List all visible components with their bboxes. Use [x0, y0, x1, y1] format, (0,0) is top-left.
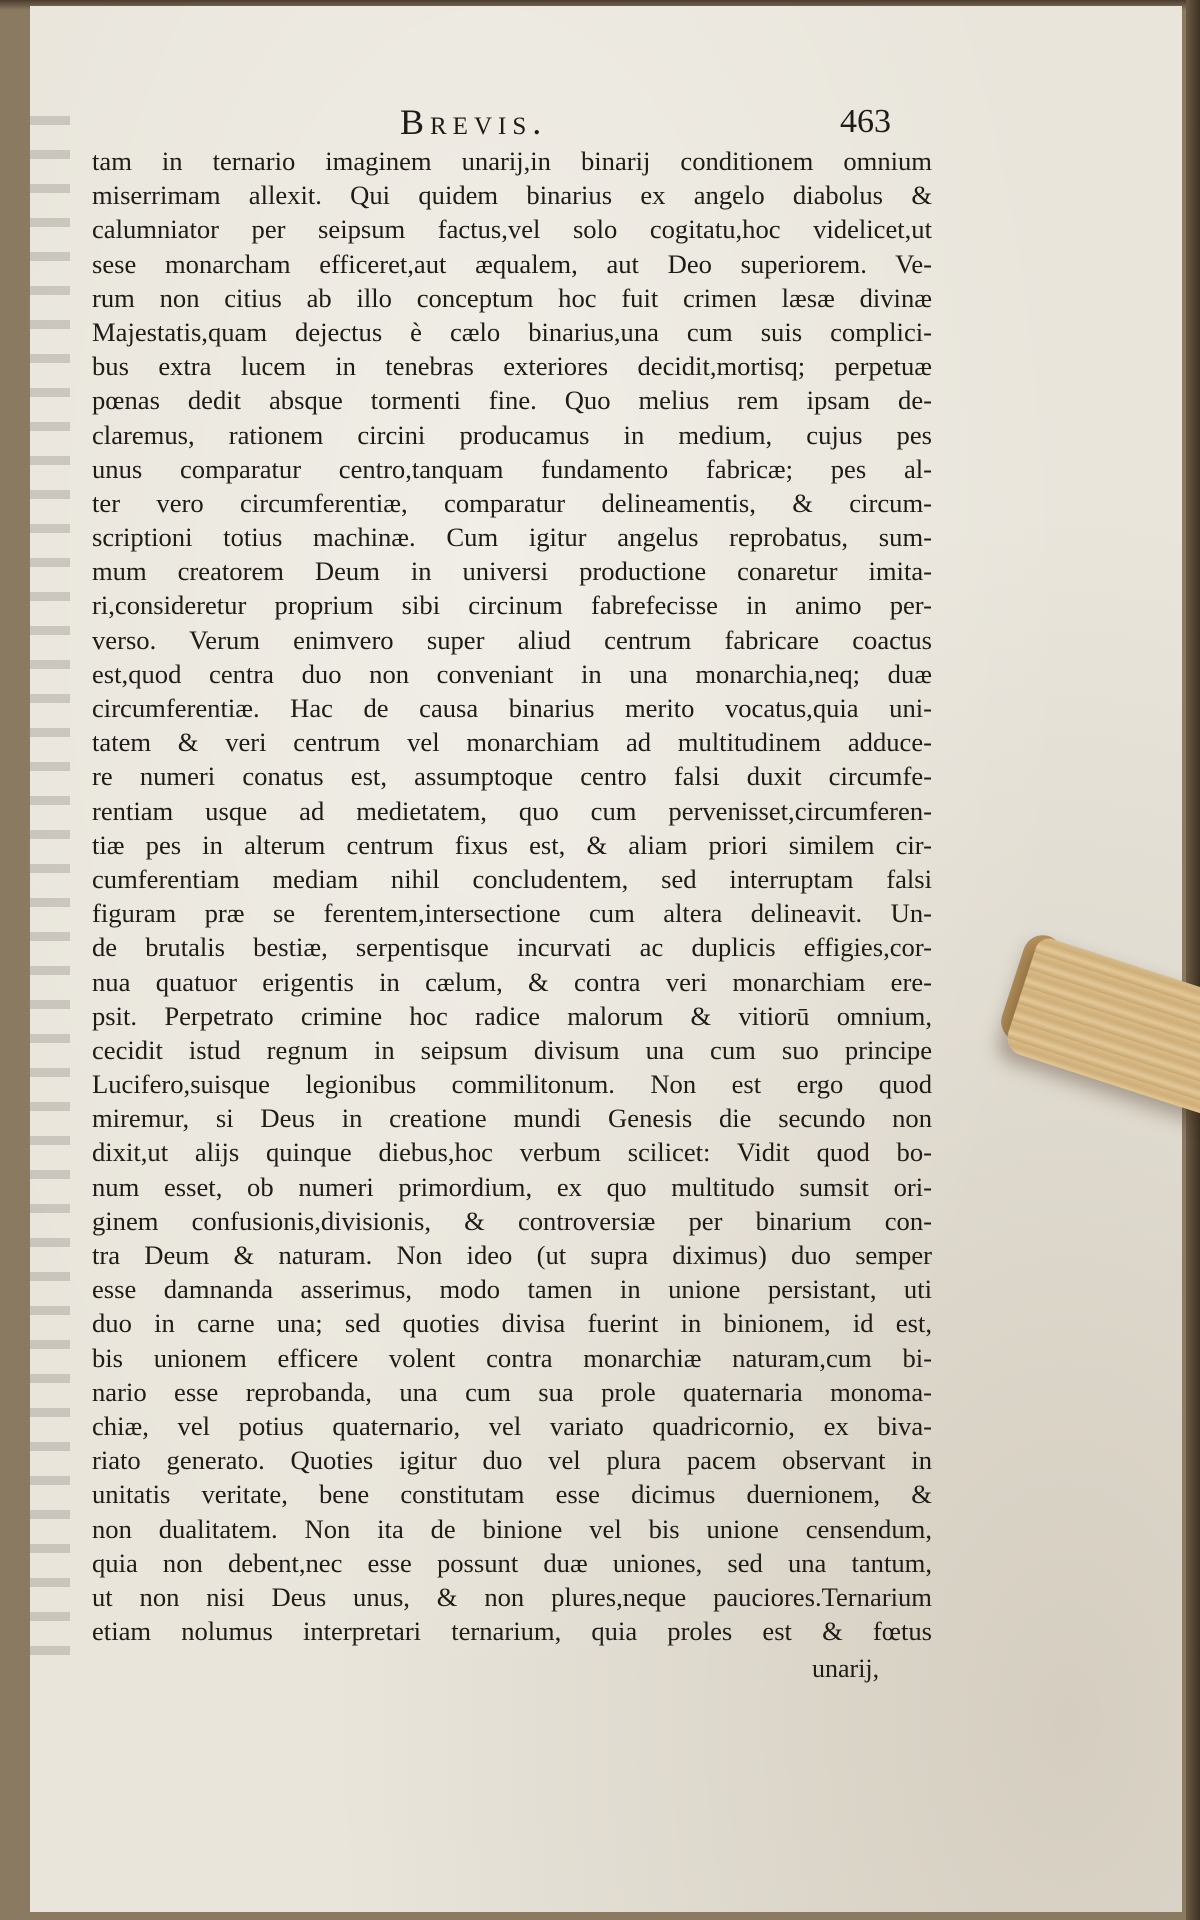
text-line: verso. Verum enimvero super aliud centrum fabricare coactus [92, 624, 932, 655]
text-line: re numeri conatus est, assumptoque centro falsi duxit circumfe- [92, 761, 932, 792]
text-line: riato generato. Quoties igitur duo vel plura pacem observant in [92, 1445, 932, 1476]
text-line: cecidit istud regnum in seipsum divisum una cum suo principe [92, 1034, 932, 1065]
text-line: miserrimam allexit. Qui quidem binarius ex angelo diabolus & [92, 180, 932, 211]
catchword: unarij, [812, 1654, 880, 1683]
text-line: calumniator per seipsum factus,vel solo cogitatu,hoc videlicet,ut [92, 214, 932, 245]
text-line: bus extra lucem in tenebras exteriores decidit,mortisq; perpetuæ [92, 351, 932, 382]
text-line: tam in ternario imaginem unarij,in binarij conditionem omnium [92, 146, 932, 176]
text-line: nario esse reprobanda, una cum sua prole quaternaria monoma- [92, 1376, 932, 1407]
text-line: esse damnanda asserimus, modo tamen in unione persistant, uti [92, 1274, 932, 1305]
text-line: ter vero circumferentiæ, comparatur delineamentis, & circum- [92, 487, 932, 518]
text-line: rum non citius ab illo conceptum hoc fuit crimen læsæ divinæ [92, 282, 932, 313]
book-side-edge [1186, 0, 1200, 1920]
text-line: scriptioni totius machinæ. Cum igitur angelus reprobatus, sum- [92, 522, 932, 553]
text-line: etiam nolumus interpretari ternarium, quia proles est & fœtus [92, 1616, 932, 1647]
body-text [92, 144, 932, 1648]
page-header [30, 101, 1182, 147]
running-title: Brevis. [400, 102, 548, 142]
page-number: 463 [840, 103, 891, 140]
text-line: ri,consideretur proprium sibi circinum fabrefecisse in animo per- [92, 590, 932, 621]
text-line: miremur, si Deus in creatione mundi Genesis die secundo non [92, 1103, 932, 1134]
text-line: psit. Perpetrato crimine hoc radice malorum & vitiorū omnium, [92, 1000, 932, 1031]
text-line: ginem confusionis,divisionis, & controversiæ per binarium con- [92, 1205, 932, 1236]
text-line: de brutalis bestiæ, serpentisque incurvati ac duplicis effigies,cor- [92, 932, 932, 963]
text-line: claremus, rationem circini producamus in medium, cujus pes [92, 419, 932, 450]
text-line: unitatis veritate, bene constitutam esse dicimus duernionem, & [92, 1479, 932, 1510]
text-line: mum creatorem Deum in universi productione conaretur imita- [92, 556, 932, 587]
text-line: dixit,ut alijs quinque diebus,hoc verbum scilicet: Vidit quod bo- [92, 1137, 932, 1168]
text-line: pœnas dedit absque tormenti fine. Quo melius rem ipsam de- [92, 385, 932, 416]
text-line: num esset, ob numeri primordium, ex quo multitudo sumsit ori- [92, 1171, 932, 1202]
text-line: bis unionem efficere volent contra monarchiæ naturam,cum bi- [92, 1342, 932, 1373]
text-line: circumferentiæ. Hac de causa binarius merito vocatus,quia uni- [92, 693, 932, 723]
text-line: non dualitatem. Non ita de binione vel bis unione censendum, [92, 1513, 932, 1544]
text-line: tiæ pes in alterum centrum fixus est, & aliam priori similem cir- [92, 829, 932, 860]
text-line: tatem & veri centrum vel monarchiam ad multitudinem adduce- [92, 727, 932, 758]
text-line: sese monarcham efficeret,aut æqualem, aut Deo superiorem. Ve- [92, 248, 932, 279]
text-line: Majestatis,quam dejectus è cælo binarius,una cum suis complici- [92, 316, 932, 347]
bleed-through-text [30, 116, 70, 1676]
text-line: tra Deum & naturam. Non ideo (ut supra diximus) duo semper [92, 1240, 932, 1270]
text-line: Lucifero,suisque legionibus commilitonum. Non est ergo quod [92, 1069, 932, 1100]
text-line: figuram præ se ferentem,intersectione cum altera delineavit. Un- [92, 898, 932, 929]
text-line: rentiam usque ad medietatem, quo cum pervenisset,circumferen- [92, 795, 932, 826]
text-line: chiæ, vel potius quaternario, vel variato quadricornio, ex biva- [92, 1410, 932, 1441]
text-line: nua quatuor erigentis in cælum, & contra veri monarchiam ere- [92, 966, 932, 997]
text-line: duo in carne una; sed quoties divisa fuerint in binionem, id est, [92, 1308, 932, 1339]
text-line: ut non nisi Deus unus, & non plures,neque pauciores.Ternarium [92, 1581, 932, 1612]
text-line: quia non debent,nec esse possunt duæ uniones, sed una tantum, [92, 1547, 932, 1578]
text-line: unus comparatur centro,tanquam fundamento fabricæ; pes al- [92, 453, 932, 484]
text-line: est,quod centra duo non conveniant in una monarchia,neq; duæ [92, 658, 932, 689]
text-line: cumferentiam mediam nihil concludentem, sed interruptam falsi [92, 863, 932, 894]
book-page [30, 6, 1182, 1912]
